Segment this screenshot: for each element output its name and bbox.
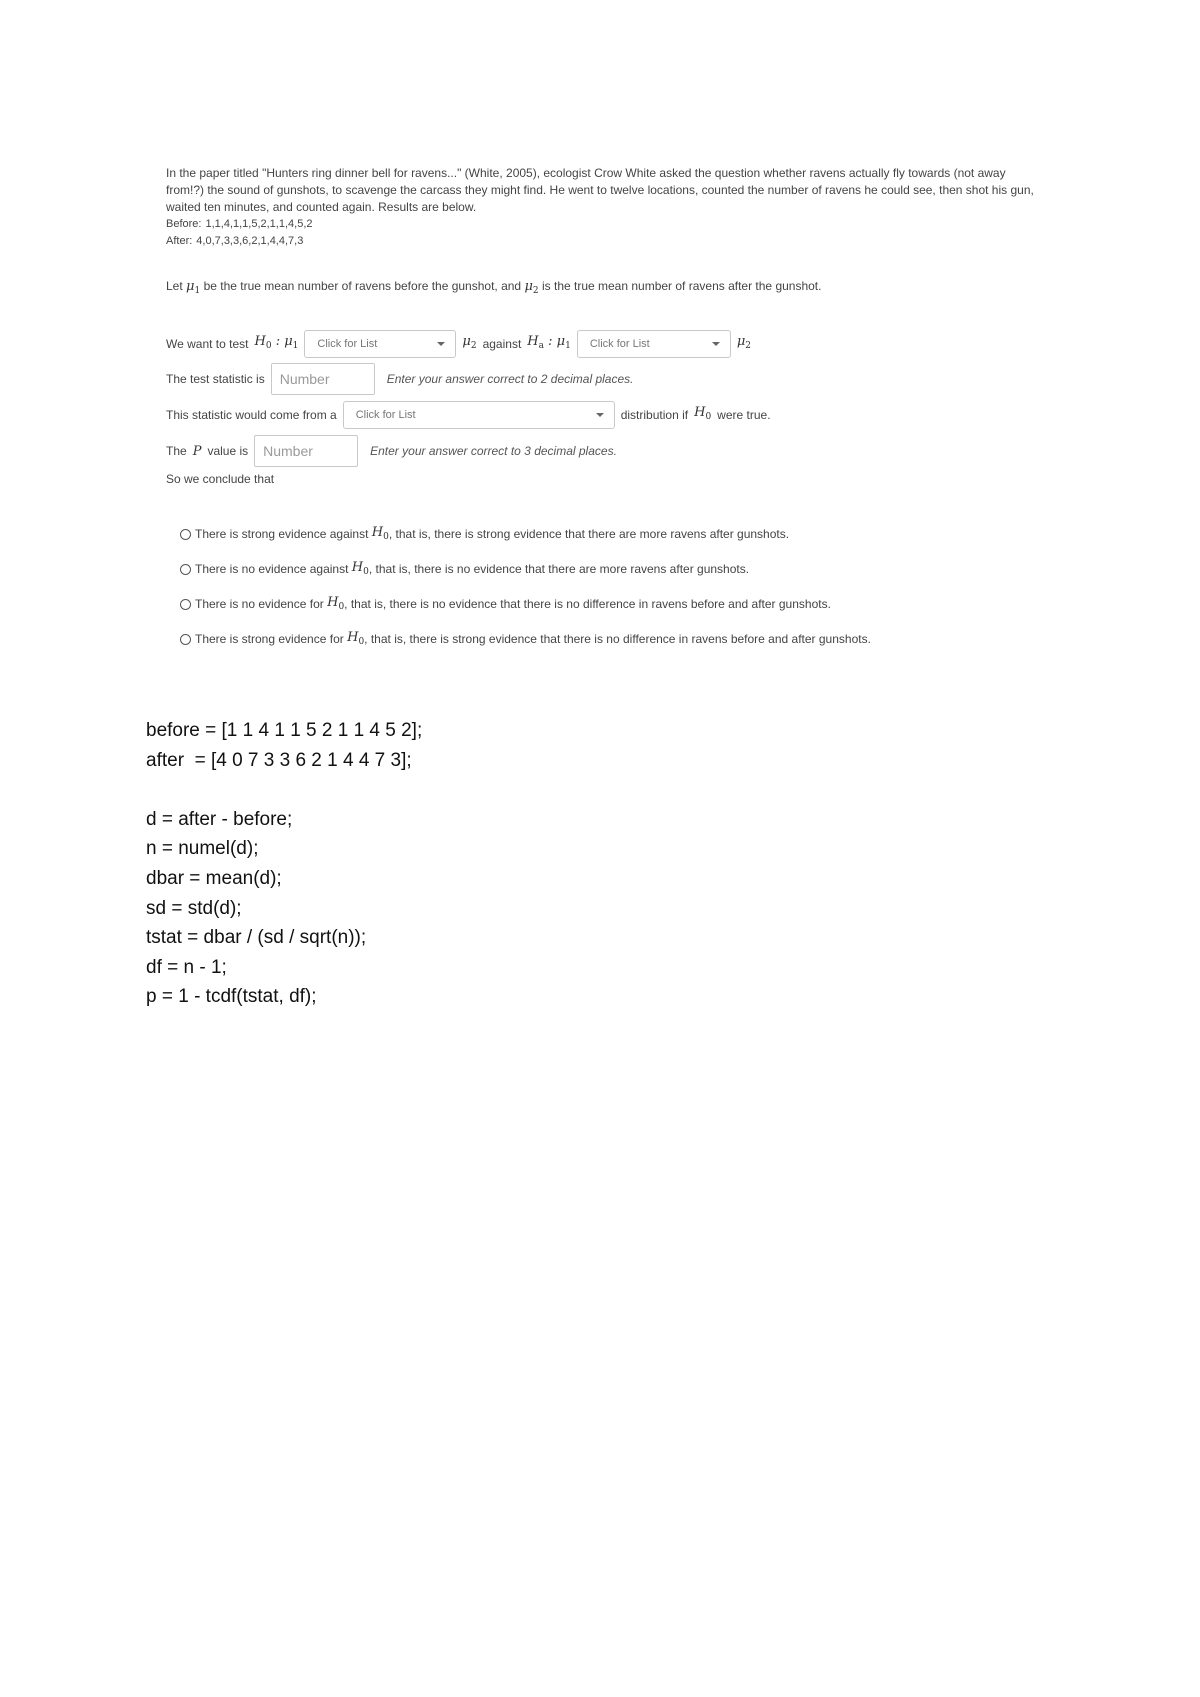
select-placeholder: Click for List	[355, 408, 416, 421]
ha-mu1-symbol: $H_a$ : $\mu_1$	[527, 334, 571, 351]
code-line: d = after - before;	[146, 808, 293, 830]
hypothesis-row	[166, 328, 751, 360]
h0-symbol: $H_0$	[351, 559, 369, 577]
p-value-hint: Enter your answer correct to 3 decimal places.	[370, 443, 617, 458]
let-text-2: be the true mean number of ravens before the gunshot, and	[203, 279, 522, 293]
code-line: tstat = dbar / (sd / sqrt(n));	[146, 927, 367, 949]
before-values: 1,1,4,1,1,5,2,1,1,4,5,2	[205, 218, 313, 230]
code-line: dbar = mean(d);	[146, 867, 282, 889]
distribution-suffix: distribution if	[620, 407, 689, 422]
option-text: There is strong evidence for	[195, 632, 344, 646]
code-line	[146, 775, 422, 805]
problem-block	[166, 165, 1036, 647]
h0-symbol: $H_0$	[371, 524, 389, 542]
chevron-down-icon	[712, 342, 720, 346]
radio-button[interactable]	[180, 529, 191, 540]
mu1-symbol: $\mu_1$	[186, 279, 201, 296]
before-label: Before:	[166, 218, 202, 230]
test-statistic-hint: Enter your answer correct to 2 decimal places.	[386, 371, 634, 386]
after-data	[166, 233, 1036, 250]
p-value-input[interactable]	[254, 435, 358, 467]
distribution-select[interactable]	[343, 401, 615, 429]
radio-button[interactable]	[180, 599, 191, 610]
chevron-down-icon	[437, 342, 445, 346]
chevron-down-icon	[596, 413, 604, 417]
distribution-row	[166, 399, 771, 431]
definition-line	[166, 278, 821, 300]
after-label: After:	[166, 235, 193, 247]
distribution-suffix-2: were true.	[717, 407, 771, 422]
select-placeholder: Click for List	[317, 337, 378, 350]
option-text: There is no evidence for	[195, 597, 324, 611]
h0-mu1-symbol: $H_0$ : $\mu_1$	[254, 334, 299, 351]
p-value-row	[166, 435, 617, 467]
test-statistic-row	[166, 363, 633, 395]
radio-button[interactable]	[180, 564, 191, 575]
h0-symbol: $H_0$	[347, 629, 365, 647]
after-values: 4,0,7,3,3,6,2,1,4,4,7,3	[196, 235, 304, 247]
code-line: n = numel(d);	[146, 838, 259, 860]
mu2-symbol: $\mu_2$	[736, 334, 752, 351]
test-statistic-label: The test statistic is	[166, 371, 265, 386]
code-line: after = [4 0 7 3 3 6 2 1 4 4 7 3];	[146, 749, 412, 771]
let-text-3: is the true mean number of ravens after the gunshot.	[541, 279, 822, 293]
test-statistic-input[interactable]	[271, 363, 375, 395]
code-line: sd = std(d);	[146, 897, 242, 919]
conclusion-option[interactable]	[180, 622, 871, 657]
code-line: df = n - 1;	[146, 956, 227, 978]
problem-intro: In the paper titled "Hunters ring dinner bell for ravens..." (White, 2005), ecologist Crow White asked the question whether ravens actually fly towards (not away from!?) the sound of gunshots, to scavenge the carcass they might find. He went to twelve locations, counted the number of ravens he could see, then shot his gun, waited ten minutes, and counted again. Results are below.	[166, 166, 1034, 214]
hypothesis-label: We want to test	[166, 336, 249, 351]
h0-symbol: $H_0$	[327, 594, 345, 612]
conclusion-options	[180, 517, 871, 657]
conclusion-option[interactable]	[180, 552, 871, 587]
code-line: p = 1 - tcdf(tstat, df);	[146, 986, 317, 1008]
p-symbol: P	[192, 443, 202, 459]
p-value-label-2: value is	[207, 443, 249, 458]
mu2-symbol: $\mu_2$	[462, 334, 477, 351]
option-text-2: , that is, there is strong evidence that there is no difference in ravens before and after gunshots.	[364, 632, 871, 646]
distribution-label: This statistic would come from a	[166, 407, 337, 422]
conclusion-option[interactable]	[180, 517, 871, 552]
let-text: Let	[166, 279, 183, 293]
option-text: There is no evidence against	[195, 562, 349, 576]
option-text: There is strong evidence against	[195, 527, 369, 541]
h0-relation-select[interactable]	[304, 330, 456, 358]
h0-symbol: $H_0$	[694, 405, 712, 422]
conclusion-option[interactable]	[180, 587, 871, 622]
code-line: before = [1 1 4 1 1 5 2 1 1 4 5 2];	[146, 720, 423, 741]
against-label: against	[482, 336, 522, 351]
code-block	[146, 716, 422, 1012]
option-text-2: , that is, there is no evidence that there are more ravens after gunshots.	[368, 562, 750, 576]
before-data	[166, 216, 1036, 233]
option-text-2: , that is, there is strong evidence that there are more ravens after gunshots.	[388, 527, 790, 541]
select-placeholder: Click for List	[589, 337, 650, 350]
p-value-label: The	[166, 443, 187, 458]
ha-relation-select[interactable]	[577, 330, 731, 358]
radio-button[interactable]	[180, 634, 191, 645]
conclusion-label: So we conclude that	[166, 472, 275, 486]
option-text-2: , that is, there is no evidence that there is no difference in ravens before and after gunshots.	[344, 597, 831, 611]
mu2-symbol: $\mu_2$	[524, 279, 539, 296]
